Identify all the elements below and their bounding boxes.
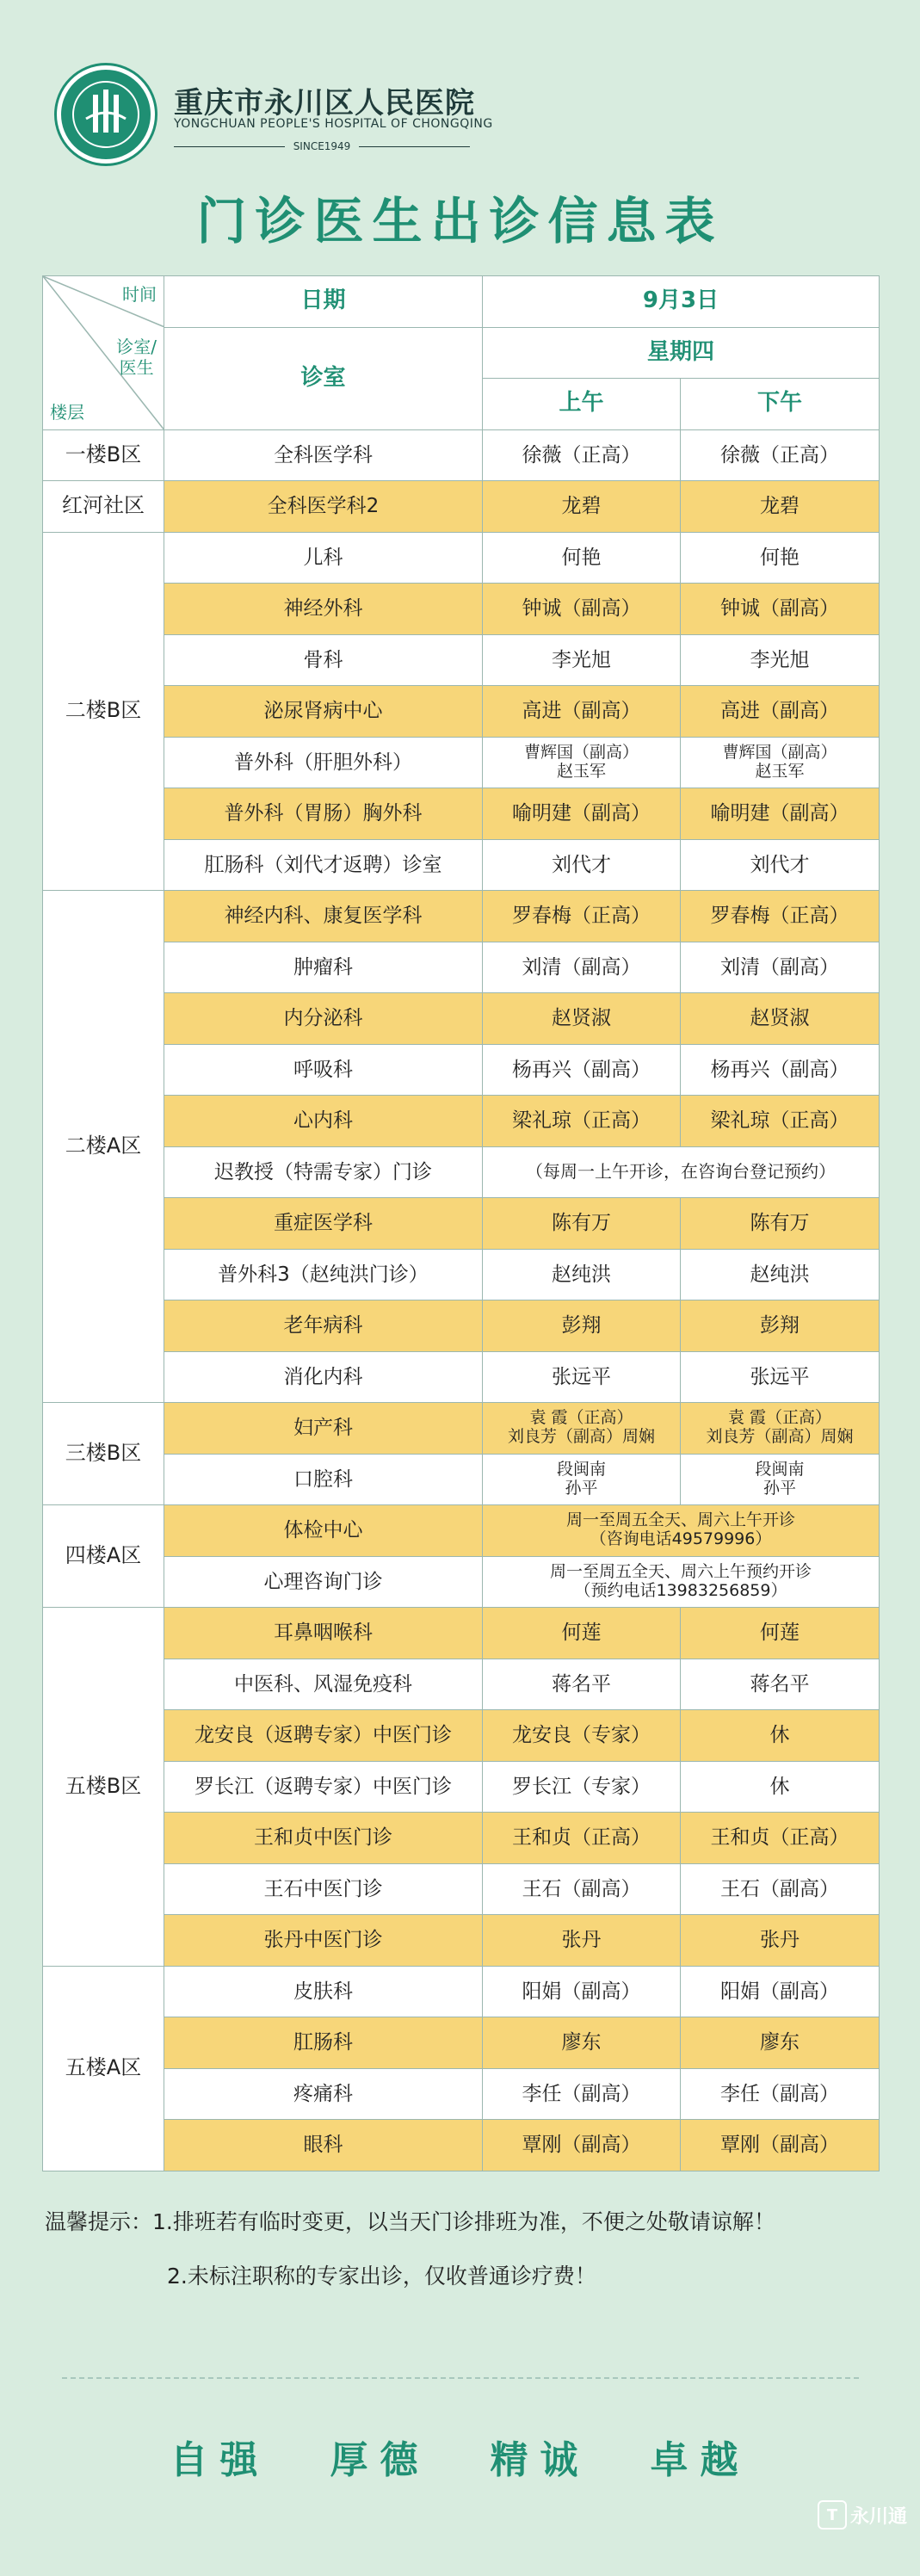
table-row — [43, 1710, 880, 1762]
pm-doctor-cell: 休 — [681, 1710, 880, 1762]
pm-doctor-line: 曹辉国（副高） — [722, 742, 837, 762]
am-doctor-line: 袁 霞（正高） — [529, 1408, 633, 1428]
pm-doctor-cell: 张远平 — [681, 1351, 880, 1403]
am-doctor-cell: 罗长江（专家） — [483, 1761, 681, 1813]
am-doctor-cell: 龙安良（专家） — [483, 1710, 681, 1762]
room-cell: 普外科3（赵纯洪门诊） — [164, 1249, 483, 1300]
date-label: 日期 — [164, 276, 483, 328]
room-cell: 眼科 — [164, 2120, 483, 2171]
room-cell: 皮肤科 — [164, 1966, 483, 2017]
floor-cell: 红河社区 — [43, 481, 164, 533]
pm-doctor-cell: 徐薇（正高） — [681, 429, 880, 481]
floor-cell: 三楼B区 — [43, 1403, 164, 1505]
pm-doctor-cell: 蒋名平 — [681, 1659, 880, 1710]
watermark-text: 永川通 — [850, 2505, 908, 2528]
pm-doctor-cell: 王和贞（正高） — [681, 1813, 880, 1864]
schedule-note — [483, 1146, 880, 1198]
room-cell: 体检中心 — [164, 1505, 483, 1557]
schedule-note-line: （咨询电话49579996） — [590, 1529, 772, 1549]
table-row — [43, 2120, 880, 2171]
table-row — [43, 481, 880, 533]
am-doctor-cell: 赵贤淑 — [483, 993, 681, 1045]
room-cell: 肿瘤科 — [164, 942, 483, 993]
pm-doctor-cell: 廖东 — [681, 2017, 880, 2069]
pm-doctor-cell: 何艳 — [681, 532, 880, 584]
room-cell: 消化内科 — [164, 1351, 483, 1403]
am-doctor-cell: 梁礼琼（正高） — [483, 1096, 681, 1147]
room-cell: 神经外科 — [164, 584, 483, 635]
pm-doctor-cell: 赵纯洪 — [681, 1249, 880, 1300]
room-cell: 肛肠科（刘代才返聘）诊室 — [164, 839, 483, 891]
room-cell: 耳鼻咽喉科 — [164, 1608, 483, 1659]
table-row — [43, 634, 880, 686]
am-doctor-line: 刘良芳（副高）周娴 — [507, 1427, 655, 1447]
pm-doctor-cell: 罗春梅（正高） — [681, 891, 880, 942]
pm-doctor-cell: 龙碧 — [681, 481, 880, 533]
pm-doctor-cell: 梁礼琼（正高） — [681, 1096, 880, 1147]
pm-doctor-cell — [681, 737, 880, 788]
tips-line-1: 温馨提示：1.排班若有临时变更，以当天门诊排班为准，不便之处敬请谅解！ — [45, 2209, 775, 2234]
am-doctor-cell: 廖东 — [483, 2017, 681, 2069]
room-cell: 张丹中医门诊 — [164, 1915, 483, 1967]
table-row — [43, 1454, 880, 1505]
pm-doctor-cell: 张丹 — [681, 1915, 880, 1967]
motto-word: 厚德 — [330, 2438, 430, 2482]
pm-doctor-cell — [681, 1403, 880, 1455]
pm-doctor-cell: 杨再兴（副高） — [681, 1044, 880, 1096]
pm-doctor-cell: 休 — [681, 1761, 880, 1813]
room-cell: 心内科 — [164, 1096, 483, 1147]
pm-doctor-cell: 钟诚（副高） — [681, 584, 880, 635]
since-line — [174, 138, 470, 155]
room-cell: 内分泌科 — [164, 993, 483, 1045]
table-row — [43, 1608, 880, 1659]
floor-cell: 一楼B区 — [43, 429, 164, 481]
pm-doctor-line: 段闽南 — [755, 1459, 805, 1479]
pm-doctor-cell: 阳娟（副高） — [681, 1966, 880, 2017]
pm-doctor-line: 刘良芳（副高）周娴 — [706, 1427, 854, 1447]
table-row — [43, 1505, 880, 1557]
table-row — [43, 1556, 880, 1608]
room-cell: 普外科（肝胆外科） — [164, 737, 483, 788]
table-row — [43, 1863, 880, 1915]
table-row — [43, 1300, 880, 1352]
table-row — [43, 686, 880, 738]
divider — [62, 2377, 859, 2379]
room-cell: 妇产科 — [164, 1403, 483, 1455]
motto-word: 卓越 — [650, 2438, 750, 2482]
am-doctor-cell: 李光旭 — [483, 634, 681, 686]
table-row — [43, 584, 880, 635]
am-doctor-cell: 喻明建（副高） — [483, 788, 681, 840]
room-cell: 骨科 — [164, 634, 483, 686]
pm-doctor-cell: 喻明建（副高） — [681, 788, 880, 840]
room-cell: 泌尿肾病中心 — [164, 686, 483, 738]
table-row — [43, 891, 880, 942]
floor-cell: 五楼A区 — [43, 1966, 164, 2171]
hospital-logo-icon — [57, 65, 155, 164]
am-doctor-cell: 刘清（副高） — [483, 942, 681, 993]
room-cell: 肛肠科 — [164, 2017, 483, 2069]
am-doctor-cell: 龙碧 — [483, 481, 681, 533]
table-row — [43, 1403, 880, 1455]
am-doctor-cell: 蒋名平 — [483, 1659, 681, 1710]
am-label: 上午 — [483, 379, 681, 430]
am-doctor-cell: 阳娟（副高） — [483, 1966, 681, 2017]
table-row — [43, 839, 880, 891]
motto — [0, 2429, 920, 2484]
am-doctor-cell: 高进（副高） — [483, 686, 681, 738]
pm-doctor-cell: 王石（副高） — [681, 1863, 880, 1915]
weekday-label: 星期四 — [483, 327, 880, 379]
pm-doctor-cell: 刘代才 — [681, 839, 880, 891]
am-doctor-cell: 覃刚（副高） — [483, 2120, 681, 2171]
pm-doctor-line: 袁 霞（正高） — [727, 1408, 832, 1428]
table-row — [43, 1966, 880, 2017]
tips-line-2: 2.未标注职称的专家出诊，仅收普通诊疗费！ — [167, 2264, 596, 2289]
am-doctor-cell: 何莲 — [483, 1608, 681, 1659]
pm-doctor-cell — [681, 1454, 880, 1505]
floor-cell: 二楼B区 — [43, 532, 164, 891]
am-doctor-line: 段闽南 — [556, 1459, 606, 1479]
table-row — [43, 429, 880, 481]
table-row — [43, 993, 880, 1045]
room-cell: 神经内科、康复医学科 — [164, 891, 483, 942]
hospital-name: 重庆市永川区人民医院 — [174, 86, 475, 120]
am-doctor-cell: 陈有万 — [483, 1198, 681, 1250]
am-doctor-line: 孙平 — [565, 1478, 598, 1498]
table-row — [43, 1813, 880, 1864]
am-doctor-cell: 杨再兴（副高） — [483, 1044, 681, 1096]
am-doctor-cell — [483, 737, 681, 788]
motto-word: 自强 — [170, 2438, 270, 2482]
corner-room: 诊室/ 医生 — [116, 337, 157, 378]
table-row — [43, 1096, 880, 1147]
table-row — [43, 2068, 880, 2120]
floor-cell: 五楼B区 — [43, 1608, 164, 1967]
am-doctor-cell: 张远平 — [483, 1351, 681, 1403]
room-cell: 重症医学科 — [164, 1198, 483, 1250]
hospital-name-en: YONGCHUAN PEOPLE'S HOSPITAL OF CHONGQING — [174, 117, 493, 131]
schedule-note-line: 周一至周五全天、周六上午预约开诊 — [549, 1561, 812, 1581]
am-doctor-cell: 王石（副高） — [483, 1863, 681, 1915]
table-row — [43, 1249, 880, 1300]
header — [0, 0, 920, 164]
table-row — [43, 788, 880, 840]
room-cell: 中医科、风湿免疫科 — [164, 1659, 483, 1710]
room-cell: 口腔科 — [164, 1454, 483, 1505]
am-doctor-cell — [483, 1403, 681, 1455]
pm-doctor-cell: 赵贤淑 — [681, 993, 880, 1045]
floor-cell: 四楼A区 — [43, 1505, 164, 1608]
room-cell: 迟教授（特需专家）门诊 — [164, 1146, 483, 1198]
am-doctor-cell: 刘代才 — [483, 839, 681, 891]
table-row — [43, 942, 880, 993]
am-doctor-line: 曹辉国（副高） — [523, 742, 639, 762]
date-value: 9月3日 — [483, 276, 880, 328]
room-cell: 疼痛科 — [164, 2068, 483, 2120]
room-cell: 龙安良（返聘专家）中医门诊 — [164, 1710, 483, 1762]
schedule-note-line: 周一至周五全天、周六上午开诊 — [565, 1510, 795, 1530]
schedule-note — [483, 1505, 880, 1557]
pm-doctor-cell: 何莲 — [681, 1608, 880, 1659]
table-row — [43, 1915, 880, 1967]
room-cell: 普外科（胃肠）胸外科 — [164, 788, 483, 840]
am-doctor-cell: 赵纯洪 — [483, 1249, 681, 1300]
am-doctor-cell: 彭翔 — [483, 1300, 681, 1352]
page-title: 门诊医生出诊信息表 — [196, 192, 724, 250]
pm-doctor-line: 赵玉军 — [755, 761, 805, 781]
schedule-note-line: （预约电话13983256859） — [574, 1580, 787, 1600]
room-cell: 罗长江（返聘专家）中医门诊 — [164, 1761, 483, 1813]
corner-floor: 楼层 — [50, 401, 84, 423]
schedule-note — [483, 1556, 880, 1608]
am-doctor-cell: 钟诚（副高） — [483, 584, 681, 635]
since-text: SINCE1949 — [293, 140, 351, 152]
table-row — [43, 1198, 880, 1250]
am-doctor-cell: 王和贞（正高） — [483, 1813, 681, 1864]
room-cell: 老年病科 — [164, 1300, 483, 1352]
pm-doctor-cell: 彭翔 — [681, 1300, 880, 1352]
pm-doctor-cell: 刘清（副高） — [681, 942, 880, 993]
floor-cell: 二楼A区 — [43, 891, 164, 1403]
room-cell: 心理咨询门诊 — [164, 1556, 483, 1608]
pm-doctor-line: 孙平 — [763, 1478, 796, 1498]
table-row — [43, 1351, 880, 1403]
table-row — [43, 1146, 880, 1198]
pm-doctor-cell: 陈有万 — [681, 1198, 880, 1250]
am-doctor-cell: 张丹 — [483, 1915, 681, 1967]
pm-label: 下午 — [681, 379, 880, 430]
corner-header — [43, 276, 164, 430]
am-doctor-cell: 何艳 — [483, 532, 681, 584]
motto-word: 精诚 — [490, 2438, 590, 2482]
am-doctor-cell: 李任（副高） — [483, 2068, 681, 2120]
room-label: 诊室 — [164, 327, 483, 429]
schedule-note-line: （每周一上午开诊，在咨询台登记预约） — [526, 1161, 836, 1183]
table-row — [43, 1659, 880, 1710]
room-cell: 呼吸科 — [164, 1044, 483, 1096]
am-doctor-cell: 徐薇（正高） — [483, 429, 681, 481]
corner-time: 时间 — [122, 284, 157, 305]
table-row — [43, 737, 880, 788]
watermark — [818, 2496, 907, 2534]
room-cell: 儿科 — [164, 532, 483, 584]
pm-doctor-cell: 覃刚（副高） — [681, 2120, 880, 2171]
pm-doctor-cell: 李光旭 — [681, 634, 880, 686]
schedule-table — [42, 275, 880, 2171]
table-row — [43, 1044, 880, 1096]
app-logo-icon: T — [818, 2500, 847, 2530]
am-doctor-line: 赵玉军 — [556, 761, 606, 781]
table-row — [43, 532, 880, 584]
room-cell: 王石中医门诊 — [164, 1863, 483, 1915]
am-doctor-cell: 罗春梅（正高） — [483, 891, 681, 942]
pm-doctor-cell: 高进（副高） — [681, 686, 880, 738]
room-cell: 全科医学科 — [164, 429, 483, 481]
room-cell: 王和贞中医门诊 — [164, 1813, 483, 1864]
table-row — [43, 1761, 880, 1813]
am-doctor-cell — [483, 1454, 681, 1505]
pm-doctor-cell: 李任（副高） — [681, 2068, 880, 2120]
room-cell: 全科医学科2 — [164, 481, 483, 533]
table-row — [43, 2017, 880, 2069]
